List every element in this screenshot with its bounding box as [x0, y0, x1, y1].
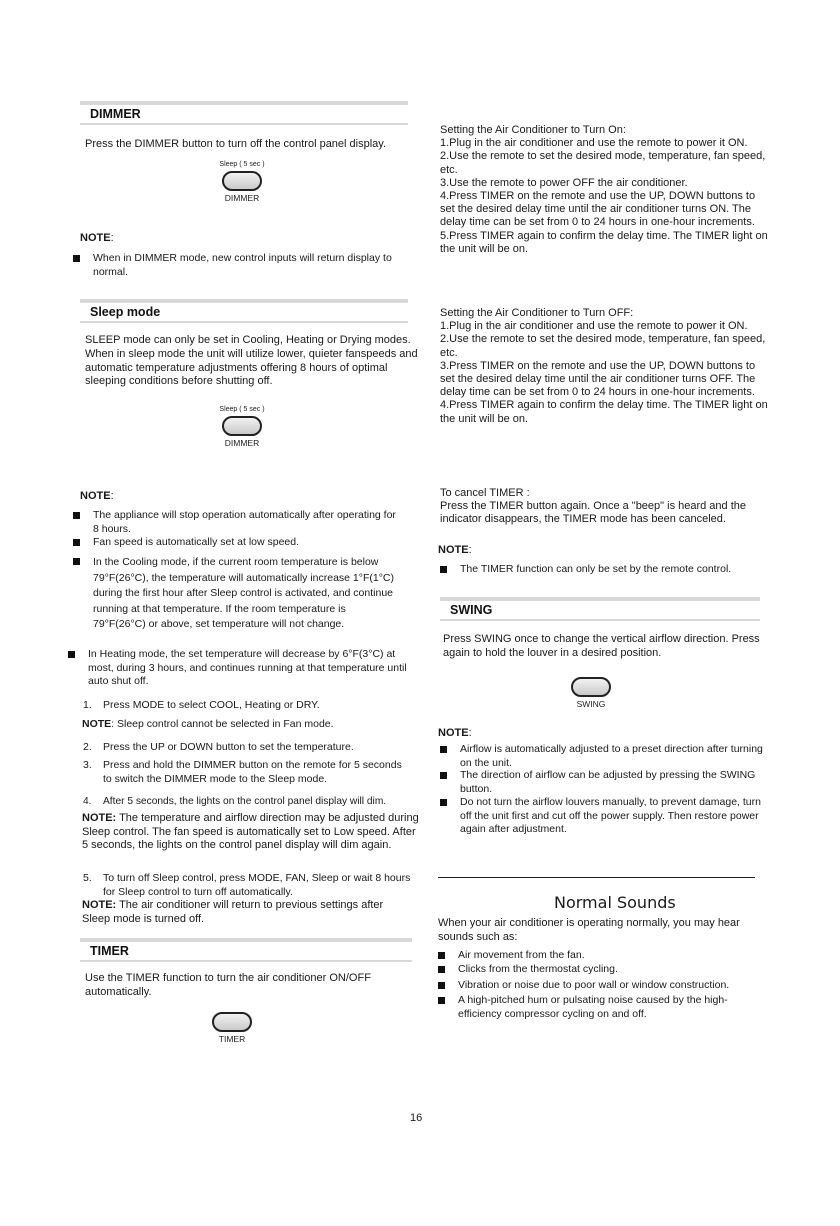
sleep-step-3: 3. Press and hold the DIMMER button on the remote for 5 seconds to switch the DIMMER mode to the Sleep mode. — [83, 759, 402, 785]
page-number: 16 — [410, 1112, 423, 1124]
sounds-bullet-1: Air movement from the fan. — [438, 949, 778, 963]
turn-off-instructions: Setting the Air Conditioner to Turn OFF: 1.Plug in the air conditioner and use the remote to power it ON. 2.Use the remote to set the desired mode, temperature, fan speed, etc. 3.Press TIMER on the remote and use the UP, DOWN buttons to set the desired delay time until the air conditioner turns OFF. The delay time can be set from 0 to 24 hours in one-hour increments. 4.Press TIMER again to confirm the delay time. The TIMER light on the unit will be on. — [440, 307, 768, 425]
swing-bullet-3: Do not turn the airflow louvers manually, to prevent damage, turn off the unit first and cut off the power supply. Then restore power again after adjustment. — [440, 796, 775, 837]
sleep-note-2: NOTE: Sleep control cannot be selected in Fan mode. — [82, 718, 334, 730]
sleep-text: SLEEP mode can only be set in Cooling, Heating or Drying modes. When in sleep mode the unit will utilize lower, quieter fanspeeds and automatic temperature adjustments offering 8 hours of optimal sleeping conditions before shutting off. — [85, 334, 418, 388]
sleep-button-graphic — [222, 416, 262, 436]
swing-bullet-1: Airflow is automatically adjusted to a preset direction after turning on the unit. — [440, 743, 775, 770]
timer-title: TIMER — [90, 944, 129, 958]
sleep-step-1: 1. Press MODE to select COOL, Heating or DRY. — [83, 699, 320, 711]
sleep-note-3: NOTE: The temperature and airflow direction may be adjusted during Sleep control. The fan speed is automatically set to Low speed. After 5 seconds, the lights on the control panel display will dim again. — [82, 812, 419, 851]
dimmer-text: Press the DIMMER button to turn off the control panel display. — [85, 138, 387, 150]
dimmer-button-label: DIMMER — [224, 193, 260, 203]
sleep-button-label: DIMMER — [224, 438, 260, 448]
sleep-note-label: NOTE: — [80, 490, 114, 502]
sleep-step-4: 4. After 5 seconds, the lights on the control panel display will dim. — [83, 796, 387, 807]
timer-header — [80, 938, 412, 962]
sounds-intro: When your air conditioner is operating normally, you may hear sounds such as: — [438, 917, 740, 943]
sleep-button-caption: Sleep ( 5 sec ) — [219, 406, 265, 413]
sleep-bullet-4: In Heating mode, the set temperature will decrease by 6°F(3°C) at most, during 3 hours, and continues running at that temperature until auto shut off. — [68, 648, 413, 689]
sleep-button-figure — [197, 405, 287, 448]
sleep-header — [80, 299, 408, 323]
swing-text: Press SWING once to change the vertical airflow direction. Press again to hold the louver in a desired position. — [443, 633, 760, 659]
cancel-note-label: NOTE: — [438, 544, 472, 556]
swing-header — [440, 597, 760, 621]
dimmer-button-caption: Sleep ( 5 sec ) — [219, 161, 265, 168]
sounds-title: Normal Sounds — [554, 893, 676, 912]
sounds-bullet-2: Clicks from the thermostat cycling. — [438, 963, 778, 977]
sleep-note-4: NOTE: The air conditioner will return to previous settings after Sleep mode is turned off. — [82, 899, 384, 925]
timer-button-figure — [187, 1010, 277, 1044]
sleep-step-2: 2. Press the UP or DOWN button to set the temperature. — [83, 741, 354, 753]
swing-note-label: NOTE: — [438, 727, 472, 739]
sleep-bullet-1: The appliance will stop operation automatically after operating for 8 hours. — [73, 509, 403, 536]
dimmer-header — [80, 101, 408, 125]
dimmer-button-figure — [197, 160, 287, 203]
cancel-note-bullet: The TIMER function can only be set by the remote control. — [440, 563, 780, 577]
dimmer-note-bullet: When in DIMMER mode, new control inputs will return display to normal. — [73, 252, 423, 279]
dimmer-title: DIMMER — [90, 107, 141, 121]
swing-title: SWING — [450, 603, 493, 617]
timer-button-label: TIMER — [218, 1034, 246, 1044]
sounds-bullet-4: A high-pitched hum or pulsating noise caused by the high-efficiency compressor cycling on and off. — [438, 994, 768, 1021]
timer-text: Use the TIMER function to turn the air conditioner ON/OFF automatically. — [85, 972, 371, 998]
swing-button-figure — [546, 675, 636, 709]
sleep-title: Sleep mode — [90, 305, 161, 319]
dimmer-note-label: NOTE: — [80, 232, 114, 244]
sleep-bullet-3: In the Cooling mode, if the current room temperature is below 79°F(26°C), the temperature will automatically increase 1°F(1°C) during the first hour after Sleep control is activated, and continue running at that temperature. If the room temperature is 79°F(26°C) or above, set temperature will not change. — [73, 555, 395, 633]
timer-button-graphic — [212, 1012, 252, 1032]
sounds-divider — [438, 877, 755, 878]
turn-on-instructions: Setting the Air Conditioner to Turn On: 1.Plug in the air conditioner and use the remote to power it ON. 2.Use the remote to set the desired mode, temperature, fan speed, etc. 3.Use the remote to power OFF the air conditioner. 4.Press TIMER on the remote and use the UP, DOWN buttons to set the desired delay time until the air conditioner turns ON. The delay time can be set from 0 to 24 hours in one-hour increments. 5.Press TIMER again to confirm the delay time. The TIMER light on the unit will be on. — [440, 124, 768, 255]
dimmer-button-graphic — [222, 171, 262, 191]
sounds-bullet-3: Vibration or noise due to poor wall or window construction. — [438, 979, 783, 993]
swing-button-graphic — [571, 677, 611, 697]
swing-bullet-2: The direction of airflow can be adjusted by pressing the SWING button. — [440, 769, 775, 796]
sleep-step-5: 5. To turn off Sleep control, press MODE, FAN, Sleep or wait 8 hours for Sleep control to turn off automatically. — [83, 872, 411, 898]
sleep-bullet-2: Fan speed is automatically set at low speed. — [73, 536, 403, 550]
cancel-timer-text: To cancel TIMER : Press the TIMER button again. Once a "beep" is heard and the indicator disappears, the TIMER mode has been canceled. — [440, 487, 747, 526]
swing-button-label: SWING — [576, 699, 606, 709]
